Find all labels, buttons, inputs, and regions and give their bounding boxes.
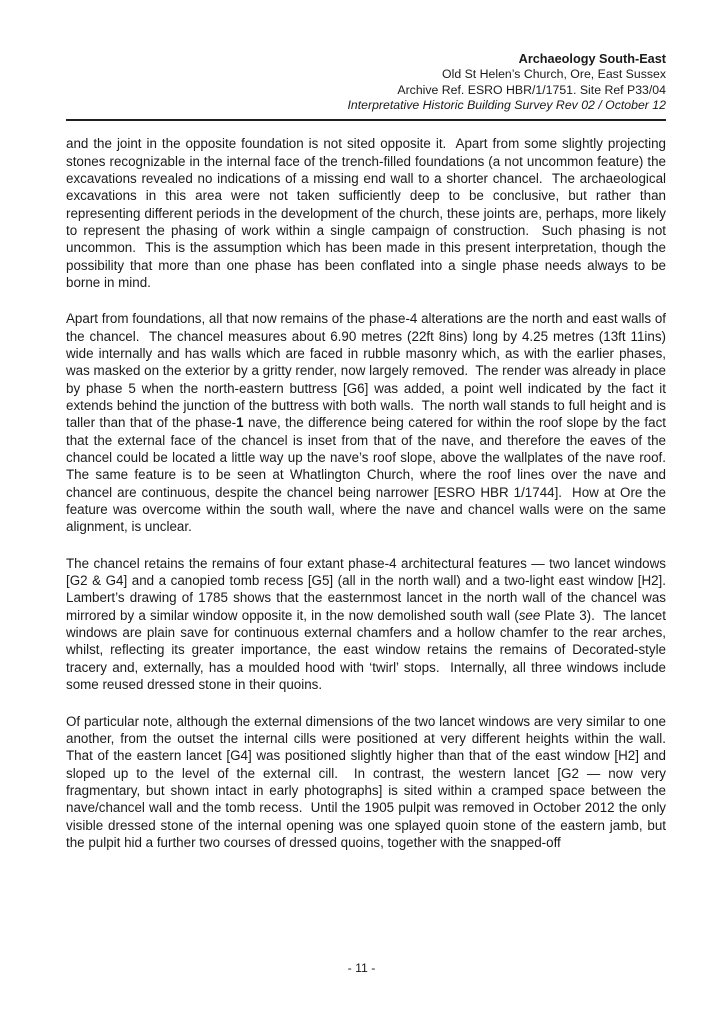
header-survey-title: Interpretative Historic Building Survey Rev 02 / October 12 bbox=[347, 97, 666, 112]
text-run: The chancel retains the remains of four extant phase-4 architectural features — two lancet windows [G2 & G4] and a canopied tomb recess [G5] (all in the north wall) and a two-light east window [H2]. Lambert’s drawing of 1785 shows that the easternmost lancet in the north wall of the chancel was mirrored by a similar window opposite it, in the now demolished south wall ( bbox=[66, 555, 674, 623]
header-divider bbox=[66, 119, 666, 121]
document-body bbox=[66, 135, 674, 851]
page-number: - 11 - bbox=[347, 961, 376, 975]
page-footer bbox=[0, 961, 723, 975]
page-header bbox=[66, 52, 666, 113]
paragraph bbox=[66, 713, 674, 852]
text-run: Of particular note, although the external dimensions of the two lancet windows are very similar to one another, from the outset the internal cills were positioned at very different heights within the wall. That of the eastern lancet [G4] was positioned slightly higher than that of the east window [H2] and sloped up to the level of the external cill. In contrast, the western lancet [G2 — now very fragmentary, but shown intact in early photographs] is sited within a cramped space between the nave/chancel wall and the tomb recess. Until the 1905 pulpit was removed in October 2012 the only visible dressed stone of the internal opening was one splayed quoin stone of the eastern jamb, but the pulpit hid a further two courses of dressed quoins, together with the snapped-off bbox=[66, 713, 674, 850]
paragraph bbox=[66, 135, 670, 291]
paragraph bbox=[66, 555, 674, 694]
text-run: Apart from foundations, all that now remains of the phase-4 alterations are the north and east walls of the chancel. The chancel measures about 6.90 metres (22ft 8ins) long by 4.25 metres (13ft 11ins) wide internally and has walls which are faced in rubble masonry which, as with the earlier phases, was masked on the exterior by a gritty render, now largely removed. The render was already in place by phase 5 when the north-eastern buttress [G6] was added, a point well indicated by the fact it extends behind the junction of the buttress with both walls. The north wall stands to full height and is taller than that of the phase- bbox=[66, 311, 670, 431]
text-run: nave, the difference being catered for within the roof slope by the fact that the external face of the chancel is inset from that of the nave, and therefore the eaves of the chancel could be located a little way up the nave’s roof slope, above the wallplates of the nave roof. The same feature is to be seen at Whatlington Church, where the roof lines over the nave and chancel are continuous, despite the chancel being narrower [ESRO HBR 1/1744]. How at Ore the feature was overcome within the south wall, where the nave and chancel walls were on the same alignment, is unclear. bbox=[66, 415, 674, 535]
paragraph bbox=[66, 310, 674, 535]
header-archive-ref: Archive Ref. ESRO HBR/1/1751. Site Ref P33/04 bbox=[397, 82, 666, 97]
header-site: Old St Helen’s Church, Ore, East Sussex bbox=[442, 67, 666, 82]
text-run: and the joint in the opposite foundation is not sited opposite it. Apart from some slightly projecting stones recognizable in the internal face of the trench-filled foundations (a not uncommon feature) the excavations revealed no indications of a missing end wall to a shorter chancel. The archaeological excavations in this area were not taken sufficiently deep to be conclusive, but rather than representing different periods in the development of the church, these joints are, perhaps, more likely to represent the phasing of work within a single campaign of construction. Such phasing is not uncommon. This is the assumption which has been made in this present interpretation, though the possibility that more than one phase has been conflated into a single phase needs always to be borne in mind. bbox=[66, 136, 670, 290]
text-run: Plate 3). The lancet windows are plain save for continuous external chamfers and a hollow chamfer to the rear arches, whilst, reflecting its greater importance, the east window retains the remains of Decorated-style tracery and, externally, has a moulded hood with ‘twirl’ stops. Internally, all three windows include some reused dressed stone in their quoins. bbox=[66, 607, 670, 693]
header-organisation: Archaeology South-East bbox=[518, 52, 666, 66]
text-run: 1 bbox=[236, 415, 244, 431]
text-run: see bbox=[518, 607, 541, 623]
